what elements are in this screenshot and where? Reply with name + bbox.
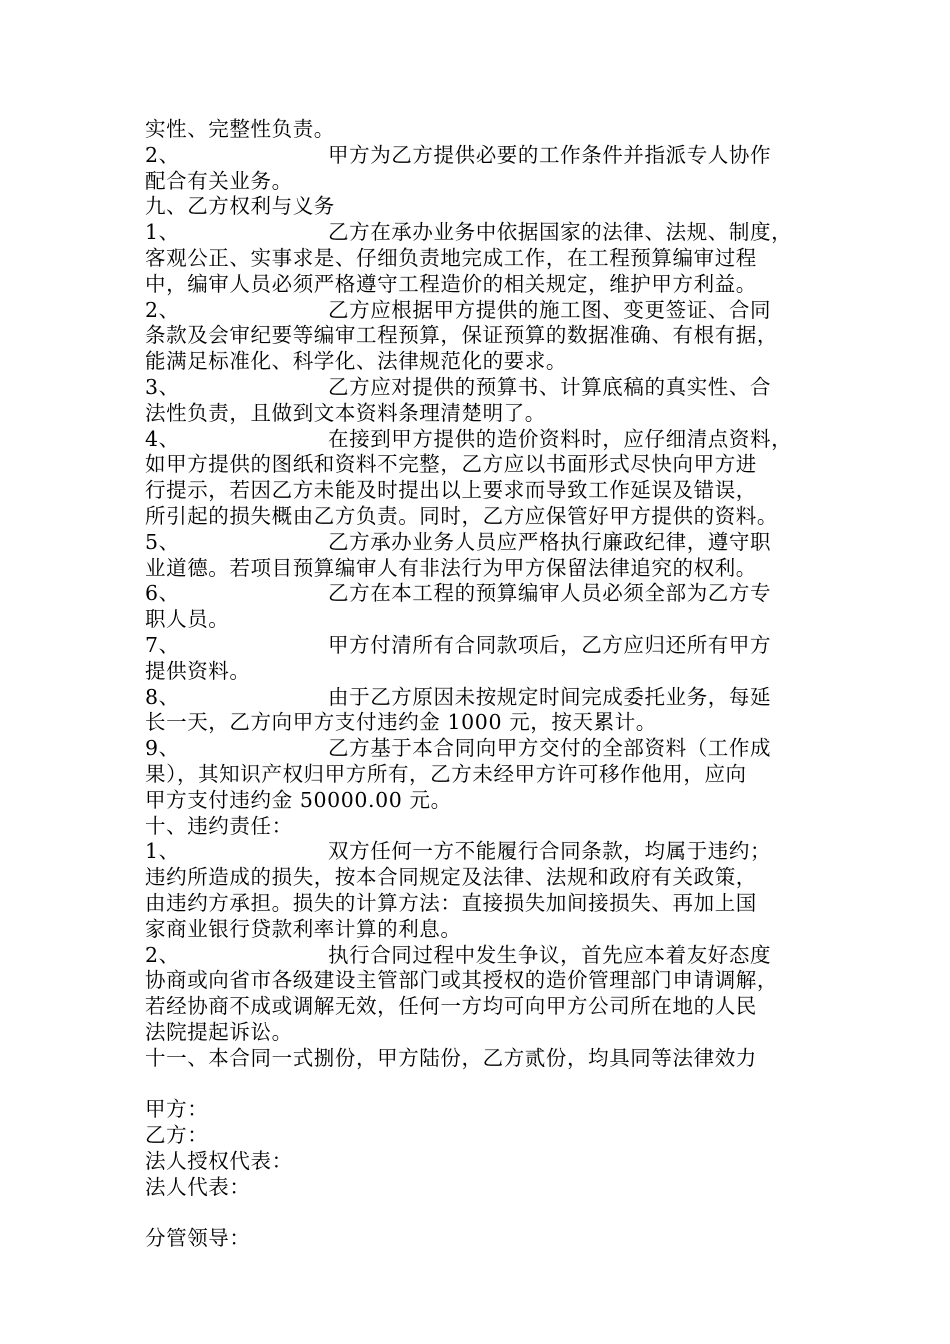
text-line: 条款及会审纪要等编审工程预算，保证预算的数据准确、有根有据， (145, 323, 778, 348)
text-line: 协商或向省市各级建设主管部门或其授权的造价管理部门申请调解， (145, 968, 778, 993)
item-number: 4、 (145, 426, 180, 451)
item-text: 乙方基于本合同向甲方交付的全部资料（工作成 (328, 736, 772, 761)
section-heading: 十一、本合同一式捌份，甲方陆份，乙方贰份，均具同等法律效力 (145, 1045, 757, 1070)
text-line: 家商业银行贷款利率计算的利息。 (145, 916, 462, 941)
text-line: 由违约方承担。损失的计算方法：直接损失加间接损失、再加上国 (145, 890, 757, 915)
item-number: 6、 (145, 581, 180, 606)
numbered-item (145, 943, 815, 969)
item-number: 1、 (145, 839, 180, 864)
item-text: 在接到甲方提供的造价资料时，应仔细清点资料， (328, 426, 793, 451)
text-line: 能满足标准化、科学化、法律规范化的要求。 (145, 349, 567, 374)
item-number: 1、 (145, 220, 180, 245)
text-line: 违约所造成的损失，按本合同规定及法律、法规和政府有关政策， (145, 865, 757, 890)
text-line: 中，编审人员必须严格遵守工程造价的相关规定，维护甲方利益。 (145, 271, 757, 296)
signature-legal-rep: 法人代表： (145, 1174, 251, 1199)
text-line: 配合有关业务。 (145, 168, 293, 193)
item-number: 3、 (145, 374, 180, 399)
text-line: 实性、完整性负责。 (145, 117, 335, 141)
numbered-item (145, 581, 815, 607)
item-text: 双方任何一方不能履行合同条款，均属于违约； (328, 839, 772, 864)
document-page (145, 117, 815, 1252)
item-text: 由于乙方原因未按规定时间完成委托业务，每延 (328, 684, 772, 709)
text-line: 果），其知识产权归甲方所有，乙方未经甲方许可移作他用，应向 (145, 761, 747, 786)
numbered-item (145, 530, 815, 556)
section-heading: 九、乙方权利与义务 (145, 194, 335, 219)
numbered-item (145, 839, 815, 865)
blank-line (145, 1071, 815, 1097)
numbered-item (145, 685, 815, 711)
item-number: 2、 (145, 142, 180, 167)
numbered-item (145, 143, 815, 169)
item-number: 7、 (145, 632, 180, 657)
signature-authorized-rep: 法人授权代表： (145, 1148, 293, 1173)
item-text: 甲方付清所有合同款项后，乙方应归还所有甲方 (328, 632, 772, 657)
item-number: 9、 (145, 736, 180, 761)
text-line: 行提示，若因乙方未能及时提出以上要求而导致工作延误及错误， (145, 478, 757, 503)
text-line: 法院提起诉讼。 (145, 1019, 293, 1044)
item-text: 乙方应对提供的预算书、计算底稿的真实性、合 (328, 374, 772, 399)
item-text: 乙方在承办业务中依据国家的法律、法规、制度， (328, 220, 793, 245)
numbered-item (145, 736, 815, 762)
signature-supervisor: 分管领导： (145, 1226, 251, 1251)
item-number: 5、 (145, 529, 180, 554)
item-number: 8、 (145, 684, 180, 709)
text-line: 法性负责，且做到文本资料条理清楚明了。 (145, 400, 546, 425)
item-text: 执行合同过程中发生争议，首先应本着友好态度 (328, 942, 772, 967)
blank-line (145, 1200, 815, 1226)
item-text: 乙方在本工程的预算编审人员必须全部为乙方专 (328, 581, 772, 606)
numbered-item (145, 427, 815, 453)
text-line: 甲方支付违约金 50000.00 元。 (145, 787, 452, 812)
numbered-item (145, 375, 815, 401)
text-line: 所引起的损失概由乙方负责。同时，乙方应保管好甲方提供的资料。 (145, 503, 778, 528)
item-text: 乙方应根据甲方提供的施工图、变更签证、合同 (328, 297, 772, 322)
item-number: 2、 (145, 942, 180, 967)
numbered-item (145, 633, 815, 659)
text-line: 客观公正、实事求是、仔细负责地完成工作，在工程预算编审过程 (145, 245, 757, 270)
text-line: 若经协商不成或调解无效，任何一方均可向甲方公司所在地的人民 (145, 994, 757, 1019)
text-line: 业道德。若项目预算编审人有非法行为甲方保留法律追究的权利。 (145, 555, 757, 580)
text-line: 如甲方提供的图纸和资料不完整，乙方应以书面形式尽快向甲方进 (145, 452, 757, 477)
item-text: 乙方承办业务人员应严格执行廉政纪律，遵守职 (328, 529, 772, 554)
item-text: 甲方为乙方提供必要的工作条件并指派专人协作 (328, 142, 772, 167)
section-heading: 十、违约责任： (145, 813, 293, 838)
text-line: 提供资料。 (145, 658, 251, 683)
text-line: 长一天，乙方向甲方支付违约金 1000 元，按天累计。 (145, 710, 657, 735)
item-number: 2、 (145, 297, 180, 322)
text-line: 职人员。 (145, 607, 230, 632)
numbered-item (145, 298, 815, 324)
signature-party-b: 乙方： (145, 1123, 209, 1148)
numbered-item (145, 220, 815, 246)
signature-party-a: 甲方： (145, 1097, 209, 1122)
